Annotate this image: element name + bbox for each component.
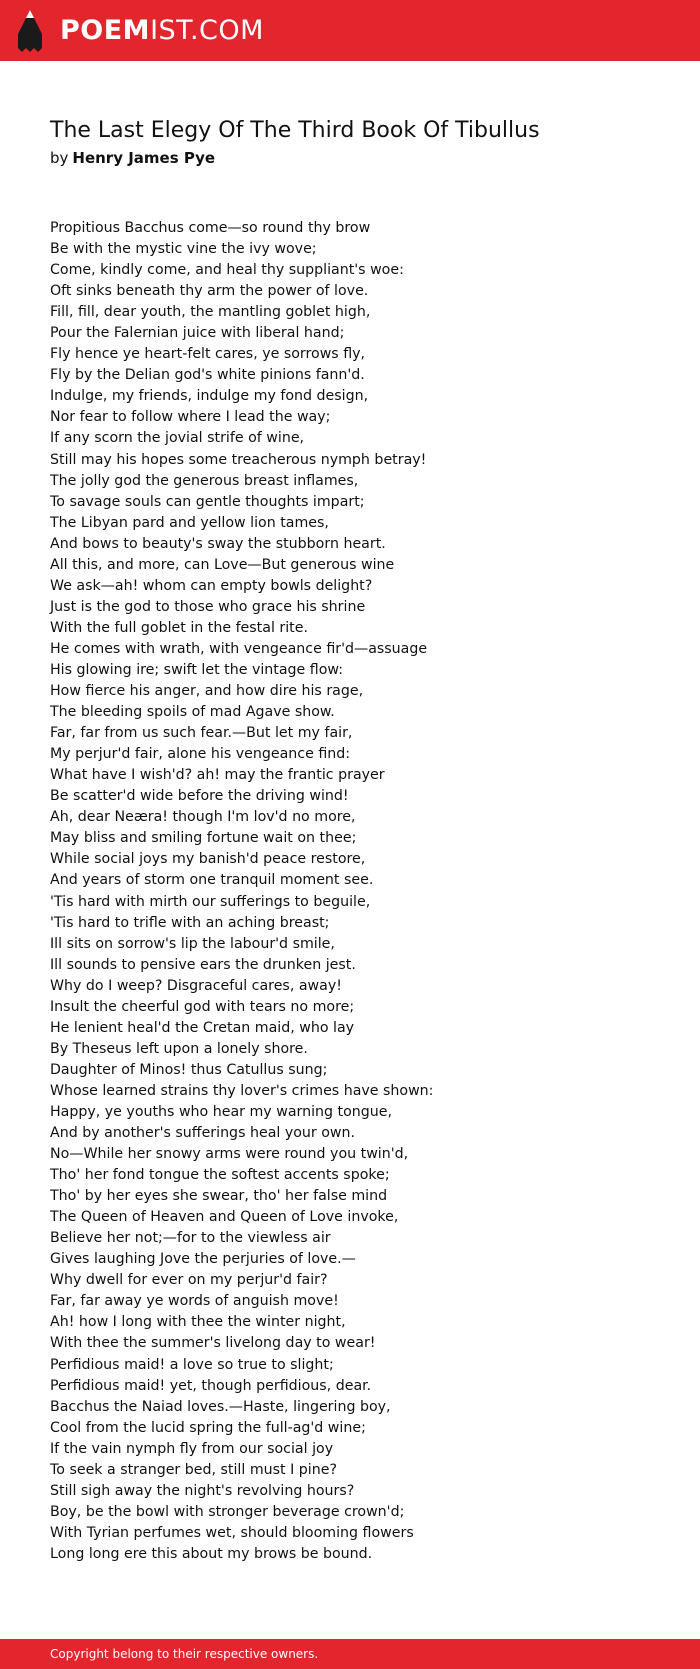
poem-line: Indulge, my friends, indulge my fond design, (50, 388, 369, 405)
poem-line: Boy, be the bowl with stronger beverage crown'd; (50, 1503, 405, 1520)
poem-line: How fierce his anger, and how dire his rage, (50, 683, 364, 700)
poem-line: Nor fear to follow where I lead the way; (50, 409, 331, 426)
poem-line: 'Tis hard to trifle with an aching breast; (50, 914, 330, 931)
poem-line: With the full goblet in the festal rite. (50, 619, 308, 636)
poem-line: Just is the god to those who grace his shrine (50, 598, 366, 615)
poem-line: My perjur'd fair, alone his vengeance find: (50, 746, 351, 763)
poem-title: The Last Elegy Of The Third Book Of Tibullus (50, 118, 540, 143)
poem-line: By Theseus left upon a lonely shore. (50, 1040, 308, 1057)
poem-line: Gives laughing Jove the perjuries of love.— (50, 1251, 356, 1268)
poem-line: Insult the cheerful god with tears no more; (50, 998, 355, 1015)
poem-line: If the vain nymph fly from our social joy (50, 1440, 334, 1457)
poem-line: He lenient heal'd the Cretan maid, who lay (50, 1019, 355, 1036)
poem-line: Propitious Bacchus come—so round thy brow (50, 220, 371, 236)
poem-line: Fly hence ye heart-felt cares, ye sorrows fly, (50, 346, 366, 363)
poem-line: The Queen of Heaven and Queen of Love invoke, (50, 1209, 399, 1226)
site-footer (0, 1639, 700, 1669)
poem-line: May bliss and smiling fortune wait on thee; (50, 830, 357, 847)
poem-line: Still may his hopes some treacherous nymph betray! (50, 451, 427, 468)
poem-line: The jolly god the generous breast inflames, (50, 472, 359, 489)
poem-line: Ill sounds to pensive ears the drunken jest. (50, 956, 356, 973)
poem-line: Tho' her fond tongue the softest accents spoke; (50, 1167, 390, 1184)
site-header (0, 0, 700, 61)
poem-line: Daughter of Minos! thus Catullus sung; (50, 1061, 328, 1078)
poem-line: The bleeding spoils of mad Agave show. (50, 704, 335, 721)
poem-line: Tho' by her eyes she swear, tho' her false mind (50, 1188, 388, 1205)
poem-line: Perfidious maid! yet, though perfidious, dear. (50, 1377, 372, 1394)
poem-body (50, 218, 670, 1565)
poem-line: With Tyrian perfumes wet, should blooming flowers (50, 1524, 414, 1541)
poem-line: What have I wish'd? ah! may the frantic prayer (50, 767, 385, 784)
poem-line: Ill sits on sorrow's lip the labour'd smile, (50, 935, 335, 952)
poem-line: Fill, fill, dear youth, the mantling goblet high, (50, 304, 371, 321)
poem-line: Bacchus the Naiad loves.—Haste, lingering boy, (50, 1398, 391, 1415)
author-name[interactable]: Henry James Pye (72, 149, 216, 167)
poem-line: Happy, ye youths who hear my warning tongue, (50, 1103, 393, 1120)
poem-line: If any scorn the jovial strife of wine, (50, 430, 305, 447)
poem-line: Be with the mystic vine the ivy wove; (50, 241, 317, 258)
poem-line: Still sigh away the night's revolving hours? (50, 1482, 355, 1499)
poem-line: And years of storm one tranquil moment see. (50, 872, 374, 889)
poem-line: Whose learned strains thy lover's crimes have shown: (50, 1082, 434, 1099)
poem-line: Be scatter'd wide before the driving wind! (50, 788, 349, 805)
by-label: by (50, 149, 69, 167)
poem-line: Cool from the lucid spring the full-ag'd wine; (50, 1419, 366, 1436)
copyright-text: Copyright belong to their respective owners. (50, 1647, 319, 1661)
site-logo-link[interactable] (18, 10, 264, 52)
poem-line: Far, far away ye words of anguish move! (50, 1293, 339, 1310)
poem-line: Fly by the Delian god's white pinions fann'd. (50, 367, 365, 384)
byline (50, 147, 670, 169)
logo-text (60, 10, 264, 52)
poem-line: 'Tis hard with mirth our sufferings to beguile, (50, 893, 371, 910)
poem-line: He comes with wrath, with vengeance fir'd—assuage (50, 640, 428, 657)
poem-line: No—While her snowy arms were round you twin'd, (50, 1146, 409, 1163)
poem-line: Believe her not;—for to the viewless air (50, 1230, 331, 1247)
poem-line: Perfidious maid! a love so true to slight; (50, 1356, 334, 1373)
poem-line: Why dwell for ever on my perjur'd fair? (50, 1272, 328, 1289)
poem-line: Pour the Falernian juice with liberal hand; (50, 325, 345, 342)
logo-text-bold: POEM (60, 15, 151, 46)
poem-line: All this, and more, can Love—But generous wine (50, 556, 395, 573)
poem-line: Oft sinks beneath thy arm the power of love. (50, 283, 369, 300)
logo-text-light: IST.COM (150, 15, 264, 46)
poem-line: His glowing ire; swift let the vintage flow: (50, 661, 344, 678)
poem-line: Come, kindly come, and heal thy suppliant's woe: (50, 262, 404, 279)
poem-line: Ah! how I long with thee the winter night, (50, 1314, 346, 1331)
poem-line: We ask—ah! whom can empty bowls delight? (50, 577, 373, 594)
poem-line: While social joys my banish'd peace restore, (50, 851, 366, 868)
poem-line: Ah, dear Neæra! though I'm lov'd no more, (50, 809, 356, 826)
poem-line: The Libyan pard and yellow lion tames, (50, 514, 329, 531)
pencil-icon (18, 10, 42, 52)
poem-line: And bows to beauty's sway the stubborn heart. (50, 535, 386, 552)
poem-line: And by another's sufferings heal your own. (50, 1125, 356, 1142)
poem-header (50, 115, 670, 169)
poem-line: Long long ere this about my brows be bound. (50, 1545, 373, 1562)
poem-line: With thee the summer's livelong day to wear! (50, 1335, 376, 1352)
poem-line: Why do I weep? Disgraceful cares, away! (50, 977, 342, 994)
poem-line: Far, far from us such fear.—But let my fair, (50, 725, 353, 742)
poem-line: To seek a stranger bed, still must I pine? (50, 1461, 337, 1478)
poem-line: To savage souls can gentle thoughts impart; (50, 493, 365, 510)
